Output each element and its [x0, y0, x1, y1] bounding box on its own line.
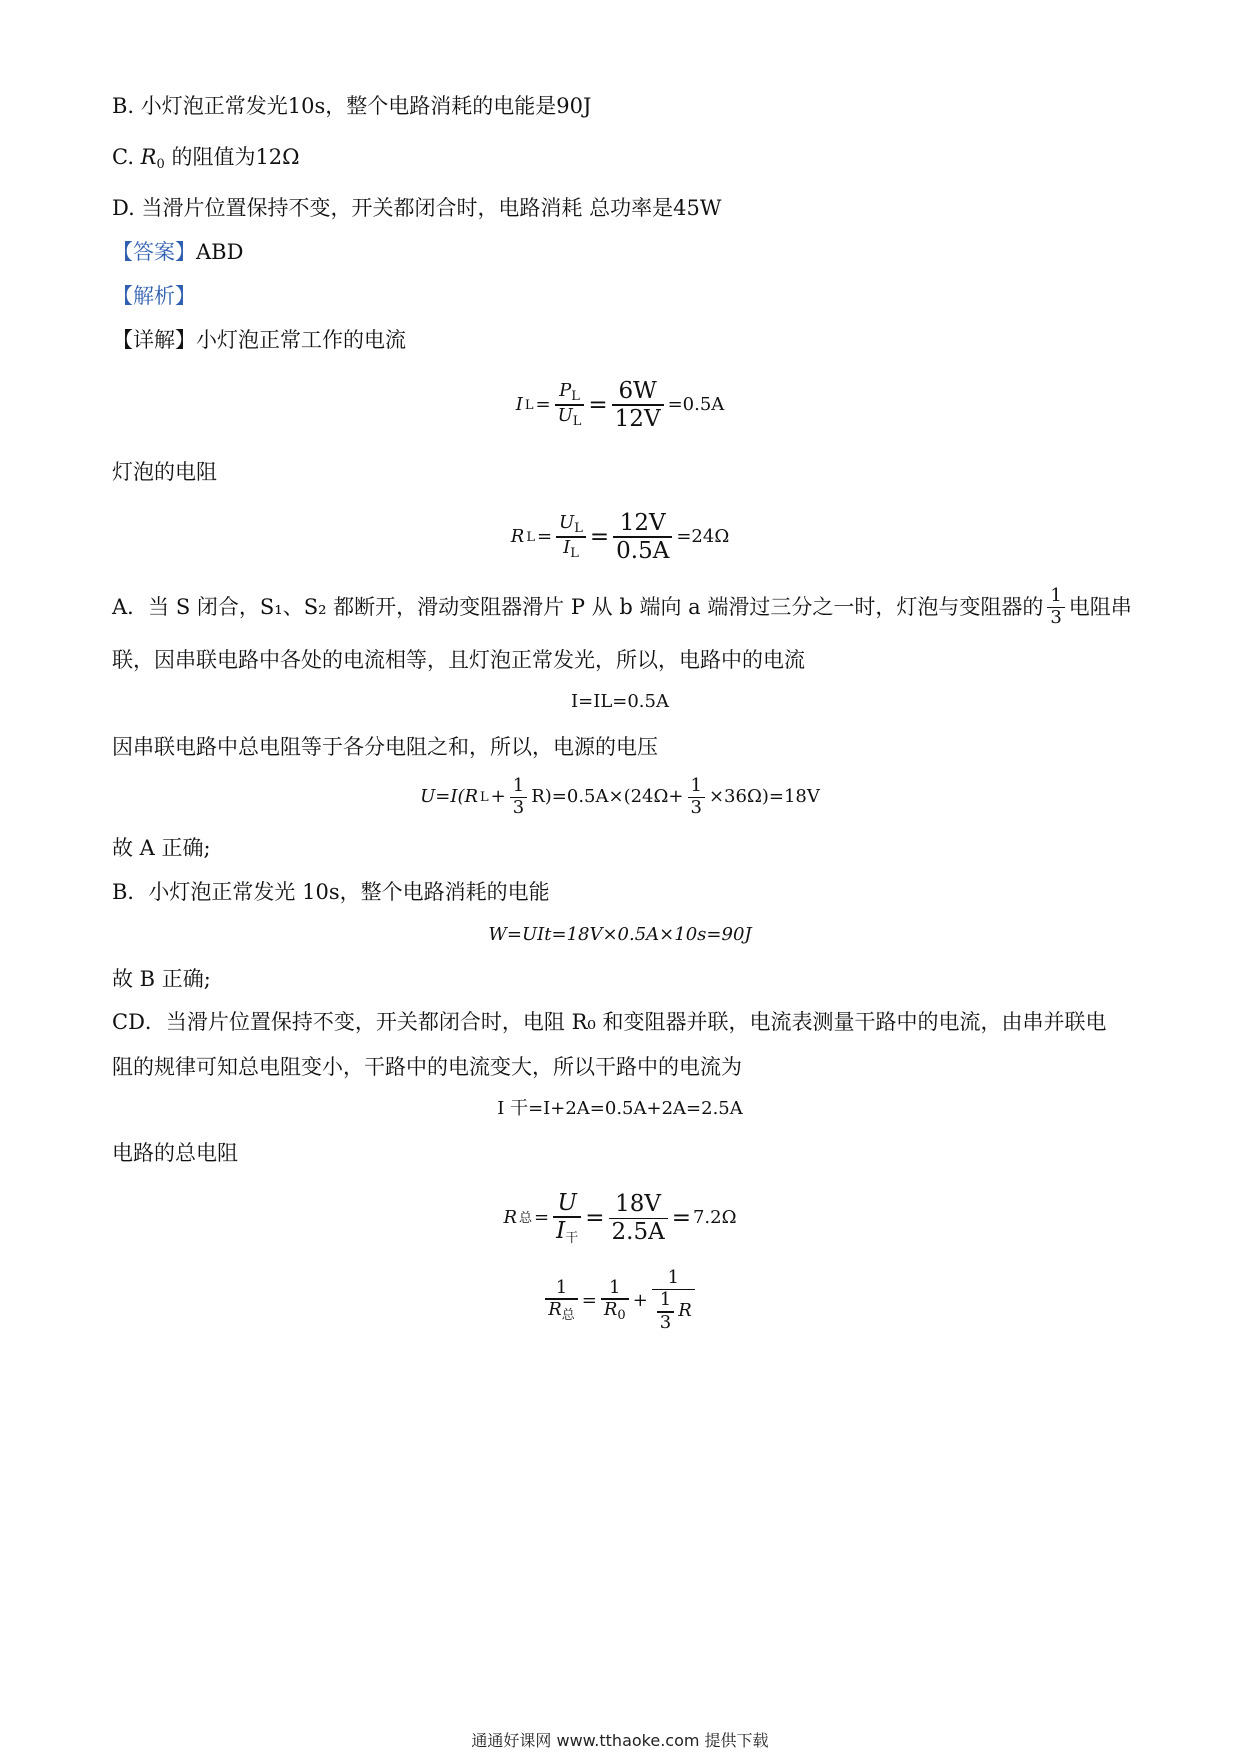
equation-parallel: $\frac{1}{R_总}$ = $\frac{1}{R_0}$ + 1 $\frac{1}{3}$ R — [0, 1268, 1240, 1333]
option-c: C. $R_0$ 的阻值为12Ω — [112, 145, 300, 172]
paragraph-b: B．小灯泡正常发光 10s，整个电路消耗的电能 — [112, 880, 550, 904]
paragraph-a-line1: A．当 S 闭合，S₁、S₂ 都断开，滑动变阻器滑片 P 从 b 端向 a 端滑过三分之一时，灯泡与变阻器的 $\frac{1}{3}$ 电阻串 — [112, 585, 1132, 629]
bulb-resistance-text: 灯泡的电阻 — [112, 460, 217, 484]
footer-watermark: 通通好课网 www.tthaoke.com 提供下载 — [471, 1731, 769, 1750]
equation-total-resistance: R 总 = $\frac{U}{I_干}$ = $\frac{18V}{2.5A}$ = 7.2Ω — [503, 1190, 737, 1247]
conclusion-a: 故 A 正确; — [112, 836, 211, 860]
equation-resistance: R L = $\frac{U_L}{I_L}$ = $\frac{12V}{0.5A}$ =24Ω — [510, 510, 730, 565]
equation-main-current: I 干=I+2A=0.5A+2A=2.5A — [497, 1098, 743, 1119]
option-b: B. 小灯泡正常发光10s，整个电路消耗的电能是90J — [112, 94, 592, 118]
analysis-label: 【解析】 — [112, 284, 196, 308]
equation-voltage: U=I(R L + $\frac{1}{3}$ R)=0.5A×(24Ω+ $\frac{1}{3}$ ×36Ω)=18V — [420, 775, 820, 819]
paragraph-cd-line2: 阻的规律可知总电阻变小，干路中的电流变大，所以干路中的电流为 — [112, 1055, 742, 1079]
equation-series-current: I=IL=0.5A — [571, 691, 669, 712]
conclusion-b: 故 B 正确; — [112, 967, 211, 991]
answer-label: 【答案】 — [112, 240, 196, 264]
paragraph-cd-line1: CD．当滑片位置保持不变，开关都闭合时，电阻 R₀ 和变阻器并联，电流表测量干路中的电流，由串并联电 — [112, 1010, 1107, 1034]
detail-line: 【详解】小灯泡正常工作的电流 — [112, 328, 406, 352]
answer-line — [112, 242, 243, 263]
paragraph-a-line2: 联，因串联电路中各处的电流相等，且灯泡正常发光，所以，电路中的电流 — [112, 648, 805, 672]
total-resistance-text: 电路的总电阻 — [112, 1141, 238, 1165]
answer-value: ABD — [196, 240, 244, 264]
equation-current: I L = $\frac{P_L}{U_L}$ = $\frac{6W}{12V}$ =0.5A — [515, 378, 725, 433]
paragraph-a-line3: 因串联电路中总电阻等于各分电阻之和，所以，电源的电压 — [112, 735, 658, 759]
equation-energy: W=UIt=18V×0.5A×10s=90J — [488, 924, 752, 945]
option-d: D. 当滑片位置保持不变，开关都闭合时，电路消耗 总功率是45W — [112, 196, 722, 220]
detail-label: 【详解】 — [112, 328, 196, 352]
